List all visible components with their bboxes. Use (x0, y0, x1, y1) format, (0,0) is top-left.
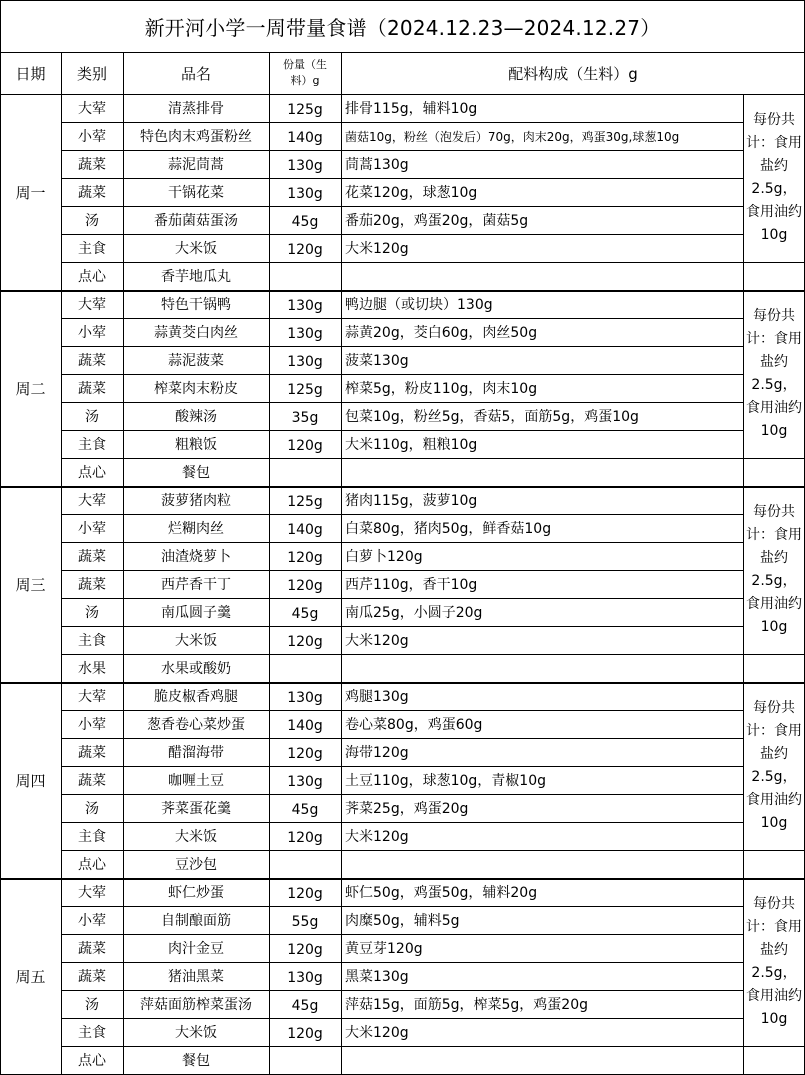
category-cell: 汤 (85, 997, 99, 1013)
category-cell: 大荤 (78, 101, 106, 117)
dish-name-cell: 餐包 (182, 465, 210, 481)
dish-name-cell: 特色肉末鸡蛋粉丝 (140, 129, 252, 145)
ingredients-cell: 包菜10g，粉丝5g，香菇5，面筋5g，鸡蛋10g (345, 409, 639, 425)
grid-line-horizontal (61, 794, 743, 795)
category-cell: 点心 (78, 857, 106, 873)
dish-name-cell: 特色干锅鸭 (161, 297, 231, 313)
ingredients-cell (341, 1046, 743, 1074)
ingredients-cell: 肉糜50g，辅料5g (345, 913, 460, 929)
nutrition-note: 每份共计：食用盐约2.5g，食用油约10g (746, 308, 802, 439)
portion-cell: 55g (291, 913, 319, 930)
dish-name-cell: 榨菜肉末粉皮 (154, 381, 238, 397)
grid-line-horizontal (0, 486, 805, 488)
dish-name-cell: 清蒸排骨 (168, 101, 224, 117)
category-cell: 点心 (78, 465, 106, 481)
ingredients-cell: 猪肉115g，菠萝10g (345, 493, 478, 509)
grid-line-vertical (743, 486, 744, 682)
category-cell: 大荤 (78, 689, 106, 705)
dish-name-cell: 香芋地瓜丸 (161, 269, 231, 285)
day-label: 周四 (15, 771, 46, 790)
dish-name-cell: 豆沙包 (175, 857, 217, 873)
portion-cell: 120g (287, 941, 323, 958)
grid-line-vertical (0, 0, 1, 1075)
grid-line-horizontal (61, 1018, 743, 1019)
dish-name-cell: 番茄菌菇蛋汤 (154, 213, 238, 229)
ingredients-cell: 大米120g (345, 633, 409, 649)
category-cell: 大荤 (78, 885, 106, 901)
dish-name-cell: 南瓜圆子羹 (161, 605, 231, 621)
portion-cell (269, 654, 341, 682)
portion-cell (269, 1046, 341, 1074)
category-cell: 点心 (78, 269, 106, 285)
grid-line-horizontal (61, 542, 743, 543)
grid-line-horizontal (61, 234, 743, 235)
category-cell: 主食 (78, 829, 106, 845)
dish-name-cell: 猪油黑菜 (168, 969, 224, 985)
day-label: 周五 (15, 967, 46, 986)
grid-line-horizontal (0, 878, 805, 880)
portion-cell: 120g (287, 241, 323, 258)
grid-line-horizontal (61, 514, 743, 515)
grid-line-horizontal (0, 0, 805, 1)
category-cell: 蔬菜 (78, 185, 106, 201)
dish-name-cell: 粗粮饭 (175, 437, 217, 453)
grid-line-horizontal (61, 346, 743, 347)
grid-line-horizontal (743, 1046, 805, 1047)
grid-line-horizontal (0, 52, 805, 53)
category-cell: 主食 (78, 1025, 106, 1041)
dish-name-cell: 烂糊肉丝 (168, 521, 224, 537)
dish-name-cell: 大米饭 (175, 1025, 217, 1041)
dish-name-cell: 醋溜海带 (168, 745, 224, 761)
page-title: 新开河小学一周带量食谱（2024.12.23—2024.12.27） (144, 15, 661, 40)
ingredients-cell: 白萝卜120g (345, 549, 423, 565)
ingredients-cell: 蒜黄20g，茭白60g，肉丝50g (345, 325, 538, 341)
category-cell: 蔬菜 (78, 773, 106, 789)
grid-line-vertical (743, 682, 744, 878)
dish-name-cell: 肉汁金豆 (168, 941, 224, 957)
ingredients-cell: 土豆110g，球葱10g，青椒10g (345, 773, 547, 789)
ingredients-cell: 大米120g (345, 241, 409, 257)
ingredients-cell: 西芹110g，香干10g (345, 577, 478, 593)
grid-line-horizontal (61, 262, 743, 263)
portion-cell: 120g (287, 745, 323, 762)
portion-cell: 120g (287, 549, 323, 566)
ingredients-cell: 大米120g (345, 1025, 409, 1041)
portion-cell: 125g (287, 101, 323, 118)
grid-line-horizontal (743, 458, 805, 459)
portion-cell: 120g (287, 885, 323, 902)
dish-name-cell: 蒜黄茭白肉丝 (154, 325, 238, 341)
grid-line-horizontal (61, 402, 743, 403)
category-cell: 汤 (85, 409, 99, 425)
category-cell: 蔬菜 (78, 577, 106, 593)
header-portion: 份量（生料）g (283, 58, 327, 87)
grid-line-horizontal (743, 850, 805, 851)
header-date: 日期 (15, 64, 46, 83)
category-cell: 主食 (78, 437, 106, 453)
ingredients-cell (341, 262, 743, 290)
dish-name-cell: 酸辣汤 (175, 409, 217, 425)
ingredients-cell: 大米110g，粗粮10g (345, 437, 478, 453)
grid-line-horizontal (61, 570, 743, 571)
ingredients-cell: 鸭边腿（或切块）130g (345, 297, 493, 313)
dish-name-cell: 大米饭 (175, 829, 217, 845)
portion-cell: 140g (287, 717, 323, 734)
portion-cell: 120g (287, 1025, 323, 1042)
grid-line-horizontal (61, 710, 743, 711)
category-cell: 汤 (85, 605, 99, 621)
category-cell: 小荤 (78, 521, 106, 537)
grid-line-horizontal (61, 934, 743, 935)
ingredients-cell: 海带120g (345, 745, 409, 761)
grid-line-horizontal (61, 822, 743, 823)
portion-cell: 45g (291, 213, 319, 230)
grid-line-horizontal (61, 626, 743, 627)
portion-cell: 130g (287, 157, 323, 174)
grid-line-horizontal (0, 94, 805, 95)
grid-line-horizontal (0, 682, 805, 684)
category-cell: 水果 (78, 661, 106, 677)
category-cell: 点心 (78, 1053, 106, 1069)
category-cell: 小荤 (78, 325, 106, 341)
header-category: 类别 (76, 64, 107, 83)
portion-cell: 125g (287, 493, 323, 510)
grid-line-horizontal (61, 458, 743, 459)
grid-line-horizontal (743, 262, 805, 263)
ingredients-cell (341, 458, 743, 486)
ingredients-cell: 卷心菜80g，鸡蛋60g (345, 717, 483, 733)
portion-cell: 130g (287, 353, 323, 370)
category-cell: 主食 (78, 241, 106, 257)
ingredients-cell: 番茄20g，鸡蛋20g，菌菇5g (345, 213, 529, 229)
ingredients-cell: 花菜120g，球葱10g (345, 185, 478, 201)
dish-name-cell: 脆皮椒香鸡腿 (154, 689, 238, 705)
ingredients-cell: 榨菜5g，粉皮110g，肉末10g (345, 381, 538, 397)
grid-line-horizontal (61, 766, 743, 767)
category-cell: 小荤 (78, 129, 106, 145)
category-cell: 蔬菜 (78, 941, 106, 957)
grid-line-horizontal (61, 122, 743, 123)
grid-line-horizontal (61, 150, 743, 151)
portion-cell: 130g (287, 689, 323, 706)
grid-line-horizontal (61, 990, 743, 991)
portion-cell: 130g (287, 185, 323, 202)
dish-name-cell: 葱香卷心菜炒蛋 (147, 717, 245, 733)
grid-line-horizontal (0, 290, 805, 292)
grid-line-horizontal (61, 430, 743, 431)
dish-name-cell: 西芹香干丁 (161, 577, 231, 593)
day-label: 周一 (15, 183, 46, 202)
portion-cell: 130g (287, 969, 323, 986)
portion-cell: 130g (287, 325, 323, 342)
grid-line-horizontal (61, 850, 743, 851)
dish-name-cell: 干锅花菜 (168, 185, 224, 201)
category-cell: 蔬菜 (78, 745, 106, 761)
dish-name-cell: 大米饭 (175, 633, 217, 649)
category-cell: 小荤 (78, 717, 106, 733)
portion-cell (269, 458, 341, 486)
portion-cell: 120g (287, 829, 323, 846)
portion-cell: 120g (287, 437, 323, 454)
nutrition-note: 每份共计：食用盐约2.5g，食用油约10g (746, 700, 802, 831)
ingredients-cell: 荠菜25g，鸡蛋20g (345, 801, 469, 817)
ingredients-cell (341, 654, 743, 682)
portion-cell: 45g (291, 997, 319, 1014)
grid-line-horizontal (61, 1046, 743, 1047)
portion-cell: 35g (291, 409, 319, 426)
category-cell: 大荤 (78, 493, 106, 509)
ingredients-cell: 虾仁50g，鸡蛋50g，辅料20g (345, 885, 538, 901)
portion-cell: 45g (291, 605, 319, 622)
ingredients-cell: 茼蒿130g (345, 157, 409, 173)
ingredients-cell: 菌菇10g，粉丝（泡发后）70g，肉末20g，鸡蛋30g,球葱10g (345, 129, 680, 144)
portion-cell: 130g (287, 773, 323, 790)
grid-line-vertical (743, 878, 744, 1074)
portion-cell (269, 262, 341, 290)
nutrition-note: 每份共计：食用盐约2.5g，食用油约10g (746, 112, 802, 243)
ingredients-cell: 大米120g (345, 829, 409, 845)
ingredients-cell: 白菜80g，猪肉50g，鲜香菇10g (345, 521, 552, 537)
dish-name-cell: 菠萝猪肉粒 (161, 493, 231, 509)
nutrition-note: 每份共计：食用盐约2.5g，食用油约10g (746, 896, 802, 1027)
ingredients-cell: 菠菜130g (345, 353, 409, 369)
portion-cell: 120g (287, 633, 323, 650)
grid-line-horizontal (61, 374, 743, 375)
portion-cell: 125g (287, 381, 323, 398)
grid-line-horizontal (743, 654, 805, 655)
dish-name-cell: 自制酿面筋 (161, 913, 231, 929)
ingredients-cell: 鸡腿130g (345, 689, 409, 705)
grid-line-horizontal (61, 178, 743, 179)
dish-name-cell: 荠菜蛋花羹 (161, 801, 231, 817)
ingredients-cell: 黑菜130g (345, 969, 409, 985)
dish-name-cell: 虾仁炒蛋 (168, 885, 224, 901)
nutrition-note: 每份共计：食用盐约2.5g，食用油约10g (746, 504, 802, 635)
category-cell: 蔬菜 (78, 157, 106, 173)
day-label: 周三 (15, 575, 46, 594)
grid-line-horizontal (61, 738, 743, 739)
grid-line-vertical (743, 290, 744, 486)
category-cell: 蔬菜 (78, 381, 106, 397)
grid-line-horizontal (61, 654, 743, 655)
ingredients-cell: 南瓜25g，小圆子20g (345, 605, 483, 621)
grid-line-horizontal (61, 318, 743, 319)
day-label: 周二 (15, 379, 46, 398)
dish-name-cell: 咖喱土豆 (168, 773, 224, 789)
ingredients-cell: 萍菇15g，面筋5g，榨菜5g，鸡蛋20g (345, 997, 588, 1013)
grid-line-vertical (743, 94, 744, 290)
category-cell: 蔬菜 (78, 353, 106, 369)
grid-line-horizontal (61, 906, 743, 907)
dish-name-cell: 萍菇面筋榨菜蛋汤 (140, 997, 252, 1013)
dish-name-cell: 蒜泥茼蒿 (168, 157, 224, 173)
dish-name-cell: 水果或酸奶 (161, 661, 231, 677)
dish-name-cell: 蒜泥菠菜 (168, 353, 224, 369)
portion-cell: 140g (287, 521, 323, 538)
dish-name-cell: 餐包 (182, 1053, 210, 1069)
ingredients-cell: 排骨115g，辅料10g (345, 101, 478, 117)
category-cell: 蔬菜 (78, 549, 106, 565)
grid-line-horizontal (61, 962, 743, 963)
header-dish: 品名 (180, 64, 211, 83)
grid-line-horizontal (61, 206, 743, 207)
category-cell: 汤 (85, 801, 99, 817)
portion-cell: 140g (287, 129, 323, 146)
portion-cell: 120g (287, 577, 323, 594)
dish-name-cell: 油渣烧萝卜 (161, 549, 231, 565)
portion-cell (269, 850, 341, 878)
header-ingredients: 配料构成（生料）g (508, 64, 638, 83)
category-cell: 蔬菜 (78, 969, 106, 985)
portion-cell: 130g (287, 297, 323, 314)
dish-name-cell: 大米饭 (175, 241, 217, 257)
category-cell: 小荤 (78, 913, 106, 929)
grid-line-horizontal (61, 598, 743, 599)
ingredients-cell: 黄豆芽120g (345, 941, 423, 957)
category-cell: 汤 (85, 213, 99, 229)
category-cell: 主食 (78, 633, 106, 649)
portion-cell: 45g (291, 801, 319, 818)
category-cell: 大荤 (78, 297, 106, 313)
ingredients-cell (341, 850, 743, 878)
